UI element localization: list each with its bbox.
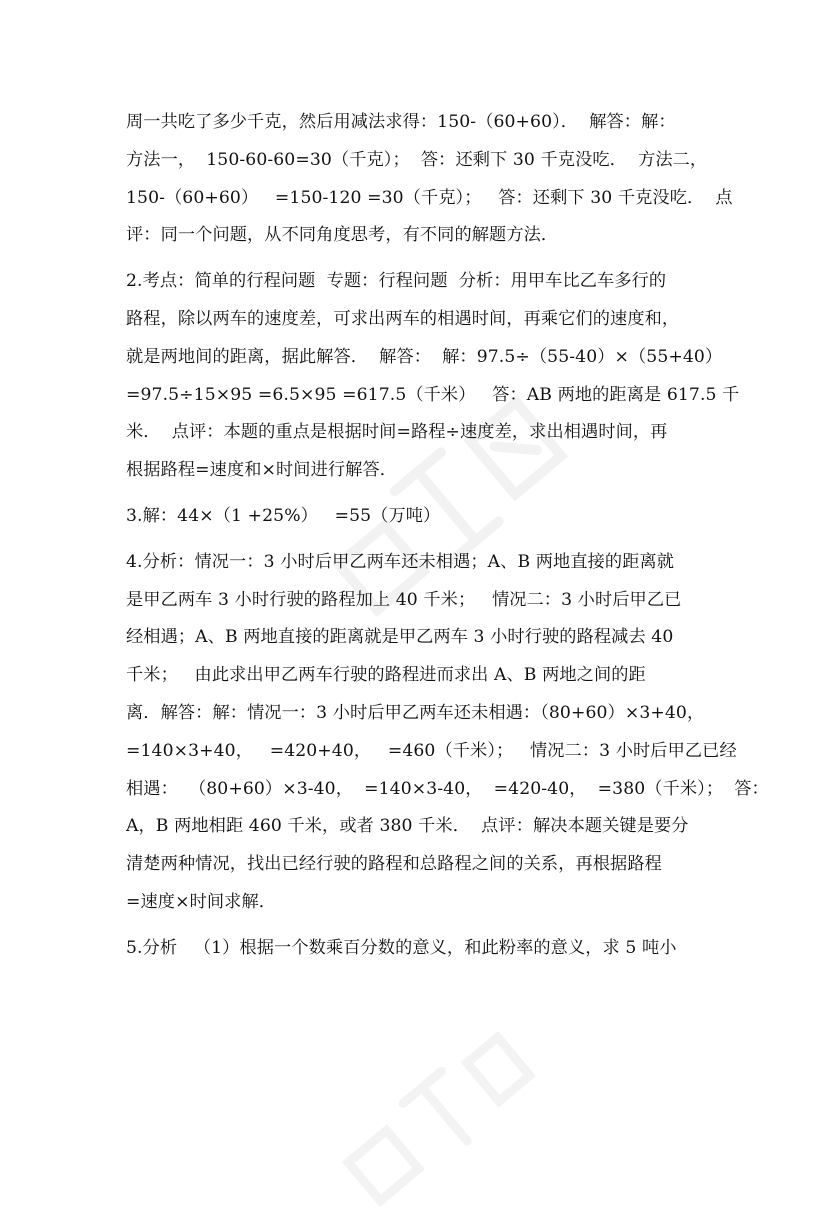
paragraph-2 [126, 263, 740, 490]
paragraph-4 [126, 544, 769, 922]
text-line: 根据路程=速度和×时间进行解答． [126, 460, 398, 481]
text-line: 离．解答：解：情况一：3 小时后甲乙两车还未相遇：（80+60）×3+40， [126, 702, 705, 723]
text-line: 路程，除以两车的速度差，可求出两车的相遇时间，再乘它们的速度和， [126, 308, 680, 329]
text-line: =97.5÷15×95 =6.5×95 =617.5（千米） 答：AB 两地的距离是 617.5 千 [126, 384, 740, 405]
text-line: 2.考点：简单的行程问题 专题：行程问题 分析：用甲车比乙车多行的 [126, 271, 667, 292]
text-line: A，B 两地相距 460 千米，或者 380 千米． 点评：解决本题关键是要分 [126, 816, 689, 837]
paragraph-3 [126, 498, 708, 536]
text-line: 方法一， 150-60-60=30（千克）； 答：还剩下 30 千克没吃． 方法二， [126, 149, 708, 170]
text-line: 3.解：44×（1 +25%） =55（万吨） [126, 505, 441, 526]
document-body [126, 104, 769, 968]
text-line: 相遇： （80+60）×3-40， =140×3-40， =420-40， =380（千米）； 答： [126, 778, 769, 799]
paragraph-1 [126, 104, 733, 255]
text-line: 4.分析：情况一：3 小时后甲乙两车还未相遇；A、B 两地直接的距离就 [126, 551, 675, 572]
watermark-logo-bottom [300, 1020, 560, 1220]
text-line: 是甲乙两车 3 小时行驶的路程加上 40 千米； 情况二：3 小时后甲乙已 [126, 589, 682, 610]
text-line: 周一共吃了多少千克，然后用减法求得：150-（60+60）． 解答：解： [126, 112, 676, 132]
text-line: 千米； 由此求出甲乙两车行驶的路程进而求出 A、B 两地之间的距 [126, 665, 646, 686]
text-line: 评：同一个问题，从不同角度思考，有不同的解题方法． [126, 225, 559, 246]
paragraph-5 [126, 930, 708, 968]
text-line: =140×3+40， =420+40， =460（千米）； 情况二：3 小时后甲乙已经 [126, 740, 737, 761]
text-line: =速度×时间求解． [126, 891, 277, 912]
text-line: 米． 点评：本题的重点是根据时间=路程÷速度差，求出相遇时间，再 [126, 422, 668, 443]
text-line: 就是两地间的距离，据此解答． 解答： 解：97.5÷（55-40）×（55+40） [126, 346, 723, 367]
text-line: 经相遇；A、B 两地直接的距离就是甲乙两车 3 小时行驶的路程减去 40 [126, 627, 674, 648]
text-line: 150-（60+60） =150-120 =30（千克）； 答：还剩下 30 千克没吃． 点 [126, 187, 733, 208]
text-line: 清楚两种情况，找出已经行驶的路程和总路程之间的关系，再根据路程 [126, 854, 662, 875]
text-line: 5.分析 （1）根据一个数乘百分数的意义，和此粉率的意义，求 5 吨小 [126, 937, 677, 958]
